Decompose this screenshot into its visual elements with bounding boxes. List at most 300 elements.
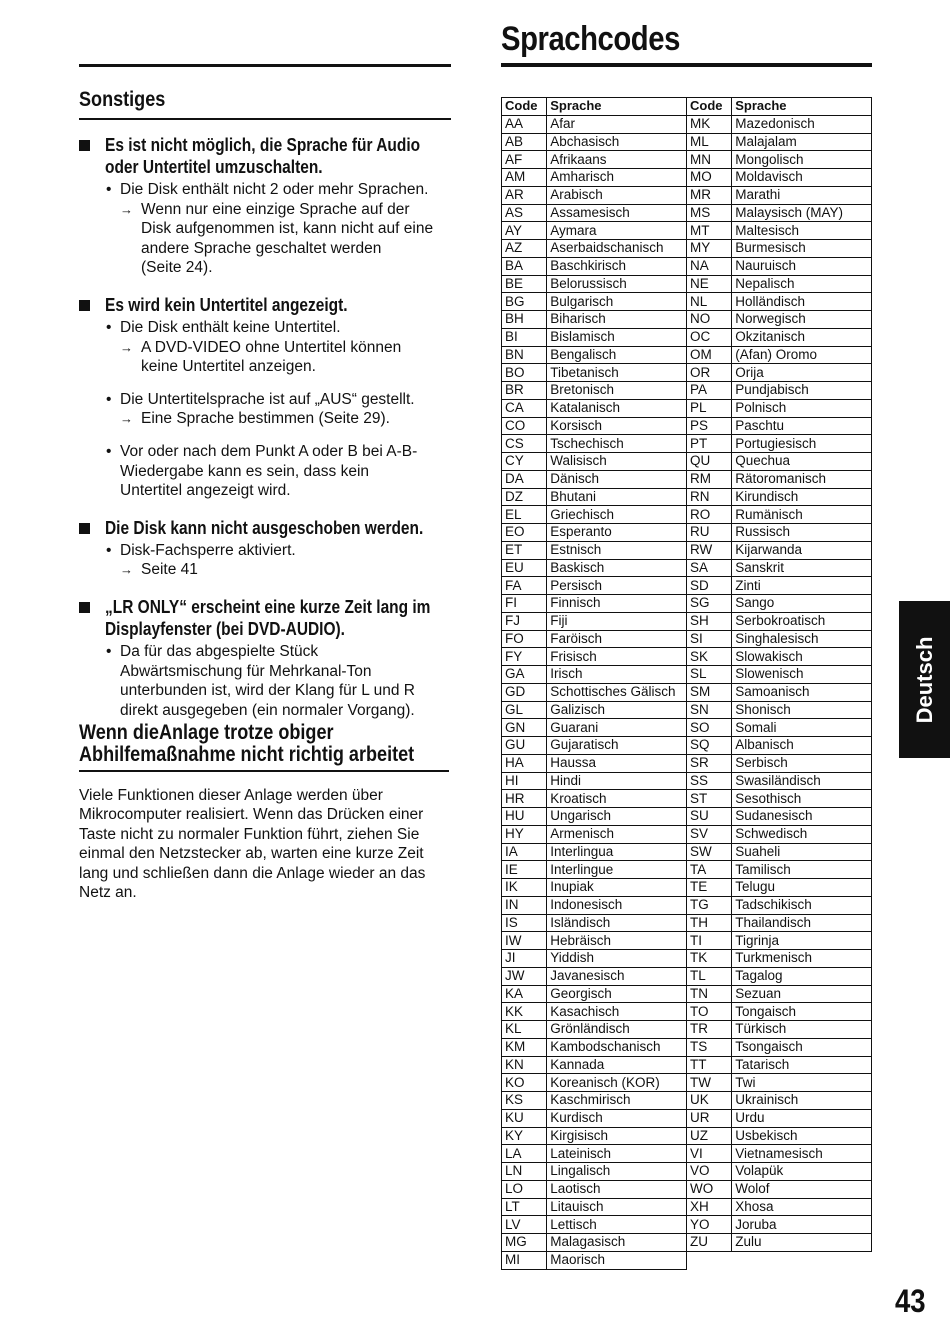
table-row	[687, 683, 872, 701]
language-cell: Russisch	[732, 524, 872, 542]
table-row	[687, 364, 872, 382]
language-cell: Aymara	[547, 222, 687, 240]
table-row	[502, 1163, 687, 1181]
table-row	[502, 967, 687, 985]
square-bullet-icon	[79, 140, 90, 151]
table-row	[502, 506, 687, 524]
language-cell: Interlingua	[547, 843, 687, 861]
bullet-item	[79, 390, 451, 410]
table-row	[687, 861, 872, 879]
code-cell: PS	[687, 417, 732, 435]
language-cell: Tschechisch	[547, 435, 687, 453]
code-cell: ZU	[687, 1234, 732, 1252]
item-heading-line: Es wird kein Untertitel angezeigt.	[105, 294, 348, 315]
code-cell: LV	[502, 1216, 547, 1234]
language-cell: Tatarisch	[732, 1056, 872, 1074]
square-bullet-icon	[79, 602, 90, 613]
code-cell: HA	[502, 754, 547, 772]
table-row	[502, 772, 687, 790]
language-cell: Tigrinja	[732, 932, 872, 950]
table-row	[502, 950, 687, 968]
language-cell: Kaschmirisch	[547, 1092, 687, 1110]
language-cell: Finnisch	[547, 595, 687, 613]
code-cell: CA	[502, 399, 547, 417]
square-bullet-icon	[79, 523, 90, 534]
code-cell: TL	[687, 967, 732, 985]
code-cell: IW	[502, 932, 547, 950]
code-cell: SQ	[687, 737, 732, 755]
table-row	[687, 1092, 872, 1110]
table-row	[687, 257, 872, 275]
table-row	[687, 1109, 872, 1127]
bullet-continuation: Wiedergabe kann es sein, dass kein	[120, 462, 370, 480]
item-heading-text	[105, 294, 450, 316]
table-row	[502, 701, 687, 719]
section2-paragraph: Viele Funktionen dieser Anlage werden über Mikrocomputer realisiert. Wenn das Drücken einer Taste nicht zu normaler Funktion führt, ziehen Sie einmal den Netzstecker ab, warten eine kurze Zeit lang und schließen dann die Anlage wieder an das Netz an.	[79, 787, 426, 902]
code-cell: NL	[687, 293, 732, 311]
table-row	[502, 257, 687, 275]
page-title: Sprachcodes	[501, 20, 680, 58]
table-row	[687, 843, 872, 861]
bullet-text: Da für das abgespielte Stück	[120, 642, 319, 660]
code-cell: FJ	[502, 612, 547, 630]
language-cell: Okzitanisch	[732, 328, 872, 346]
table-row	[502, 1003, 687, 1021]
code-cell: SN	[687, 701, 732, 719]
table-row	[687, 524, 872, 542]
language-cell: Armenisch	[547, 825, 687, 843]
bullet-text: Die Disk enthält keine Untertitel.	[120, 318, 341, 336]
item-heading-text	[105, 596, 450, 640]
language-cell: Swasiländisch	[732, 772, 872, 790]
code-cell: HU	[502, 808, 547, 826]
code-cell: CS	[502, 435, 547, 453]
code-cell: MS	[687, 204, 732, 222]
language-cell: Javanesisch	[547, 967, 687, 985]
language-cell: Maltesisch	[732, 222, 872, 240]
table-row	[502, 630, 687, 648]
language-cell: Ukrainisch	[732, 1092, 872, 1110]
code-cell: TH	[687, 914, 732, 932]
language-cell: Guarani	[547, 719, 687, 737]
language-cell: Suaheli	[732, 843, 872, 861]
code-cell: SD	[687, 577, 732, 595]
language-cell: Assamesisch	[547, 204, 687, 222]
code-cell: VI	[687, 1145, 732, 1163]
item-heading-line: „LR ONLY“ erscheint eine kurze Zeit lang im	[105, 596, 431, 617]
language-cell: Volapük	[732, 1163, 872, 1181]
code-cell: PT	[687, 435, 732, 453]
code-cell: HR	[502, 790, 547, 808]
table-row	[687, 222, 872, 240]
language-cell: Moldavisch	[732, 169, 872, 187]
code-cell: TR	[687, 1021, 732, 1039]
table-row	[502, 914, 687, 932]
arrow-line	[79, 239, 451, 259]
table-row	[502, 985, 687, 1003]
table-row	[687, 666, 872, 684]
section2-rule	[79, 770, 449, 772]
item-heading-line: oder Untertitel umzuschalten.	[105, 157, 323, 177]
arrow-text: Disk aufgenommen ist, kann nicht auf eine	[141, 220, 434, 238]
language-cell: Sesothisch	[732, 790, 872, 808]
language-cell: Tsongaisch	[732, 1038, 872, 1056]
code-cell: SI	[687, 630, 732, 648]
section-rule	[79, 118, 451, 120]
arrow-text: (Seite 24).	[141, 259, 213, 277]
table-row	[687, 169, 872, 187]
section2-title-line-2: Abhilfemaßnahme nicht richtig arbeitet	[79, 743, 415, 766]
code-cell: TT	[687, 1056, 732, 1074]
code-cell: IS	[502, 914, 547, 932]
code-cell: IE	[502, 861, 547, 879]
table-row	[687, 1074, 872, 1092]
code-cell: AM	[502, 169, 547, 187]
language-cell: Kroatisch	[547, 790, 687, 808]
arrow-right-icon: →	[120, 411, 133, 427]
table-row	[687, 1038, 872, 1056]
code-cell: JW	[502, 967, 547, 985]
language-cell: Norwegisch	[732, 311, 872, 329]
language-cell: Baschkirisch	[547, 257, 687, 275]
table-row	[687, 701, 872, 719]
language-code-table-right	[686, 97, 872, 1252]
code-cell: BH	[502, 311, 547, 329]
table-row	[502, 222, 687, 240]
language-cell: Xhosa	[732, 1198, 872, 1216]
arrow-text: Wenn nur eine einzige Sprache auf der	[141, 200, 410, 218]
arrow-line	[79, 200, 451, 220]
code-cell: RM	[687, 470, 732, 488]
language-cell: Quechua	[732, 453, 872, 471]
code-cell: JI	[502, 950, 547, 968]
arrow-text: keine Untertitel anzeigen.	[141, 358, 316, 376]
table-row	[687, 1163, 872, 1181]
code-cell: KS	[502, 1092, 547, 1110]
code-cell: LT	[502, 1198, 547, 1216]
language-cell: Griechisch	[547, 506, 687, 524]
table-row	[502, 1021, 687, 1039]
language-cell: Kirundisch	[732, 488, 872, 506]
code-cell: OC	[687, 328, 732, 346]
bullet-text: Vor oder nach dem Punkt A oder B bei A-B-	[120, 442, 418, 460]
table-row	[687, 328, 872, 346]
arrow-line	[79, 409, 451, 429]
language-cell: Yiddish	[547, 950, 687, 968]
code-cell: SA	[687, 559, 732, 577]
troubleshooting-item	[79, 596, 451, 720]
troubleshooting-section	[79, 88, 451, 720]
item-heading	[79, 517, 451, 539]
code-cell: YO	[687, 1216, 732, 1234]
bullet-continuation: unterbunden ist, wird der Klang für L und R	[120, 682, 415, 700]
code-cell: TW	[687, 1074, 732, 1092]
side-tab-label: Deutsch	[911, 636, 937, 723]
code-cell: KL	[502, 1021, 547, 1039]
header-code: Code	[502, 98, 547, 116]
language-cell: Nauruisch	[732, 257, 872, 275]
item-heading-line: Es ist nicht möglich, die Sprache für Audio	[105, 135, 421, 155]
language-cell: Samoanisch	[732, 683, 872, 701]
code-cell: CY	[502, 453, 547, 471]
language-cell: Polnisch	[732, 399, 872, 417]
bullet-continuation: direkt ausgegeben (ein normaler Vorgang).	[120, 701, 415, 719]
language-cell: Bengalisch	[547, 346, 687, 364]
square-bullet-icon	[79, 300, 90, 311]
code-cell: ML	[687, 133, 732, 151]
code-cell: LO	[502, 1180, 547, 1198]
language-cell: (Afan) Oromo	[732, 346, 872, 364]
code-cell: KM	[502, 1038, 547, 1056]
table-row	[502, 1251, 687, 1269]
item-heading	[79, 294, 451, 316]
language-cell: Tamilisch	[732, 861, 872, 879]
language-side-tab	[899, 601, 950, 758]
code-cell: TA	[687, 861, 732, 879]
section-title: Sonstiges	[79, 88, 166, 111]
language-code-table-left	[501, 97, 687, 1270]
code-cell: MI	[502, 1251, 547, 1269]
code-cell: UZ	[687, 1127, 732, 1145]
bullet-item	[79, 442, 451, 462]
table-row	[502, 169, 687, 187]
table-row	[687, 932, 872, 950]
code-cell: KA	[502, 985, 547, 1003]
language-cell: Paschtu	[732, 417, 872, 435]
table-row	[502, 843, 687, 861]
table-row	[502, 151, 687, 169]
language-cell: Georgisch	[547, 985, 687, 1003]
table-row	[502, 1056, 687, 1074]
bullet-item	[79, 642, 451, 662]
code-cell: TE	[687, 879, 732, 897]
language-cell: Sezuan	[732, 985, 872, 1003]
language-cell: Belorussisch	[547, 275, 687, 293]
language-cell: Koreanisch (KOR)	[547, 1074, 687, 1092]
table-row	[687, 115, 872, 133]
table-row	[502, 1038, 687, 1056]
code-cell: AY	[502, 222, 547, 240]
code-cell: BO	[502, 364, 547, 382]
table-row	[687, 1198, 872, 1216]
table-row	[502, 133, 687, 151]
table-row	[502, 612, 687, 630]
code-cell: ET	[502, 541, 547, 559]
bullet-text: Die Disk enthält nicht 2 oder mehr Sprachen.	[120, 181, 429, 198]
table-row	[687, 950, 872, 968]
code-cell: SM	[687, 683, 732, 701]
language-cell: Grönländisch	[547, 1021, 687, 1039]
table-row	[687, 879, 872, 897]
table-row	[687, 1234, 872, 1252]
code-cell: IK	[502, 879, 547, 897]
table-row	[502, 719, 687, 737]
table-row	[502, 808, 687, 826]
language-cell: Kannada	[547, 1056, 687, 1074]
table-row	[502, 346, 687, 364]
code-cell: ST	[687, 790, 732, 808]
title-rule-left	[79, 64, 451, 67]
bullet-continuation: Untertitel angezeigt wird.	[120, 482, 291, 500]
language-cell: Inupiak	[547, 879, 687, 897]
item-heading-line: Die Disk kann nicht ausgeschoben werden.	[105, 517, 424, 538]
code-cell: EU	[502, 559, 547, 577]
code-cell: BN	[502, 346, 547, 364]
arrow-right-icon: →	[120, 562, 133, 578]
language-cell: Gujaratisch	[547, 737, 687, 755]
language-cell: Fiji	[547, 612, 687, 630]
code-cell: BE	[502, 275, 547, 293]
code-cell: SO	[687, 719, 732, 737]
table-row	[502, 293, 687, 311]
language-cell: Wolof	[732, 1180, 872, 1198]
language-cell: Pundjabisch	[732, 382, 872, 400]
table-row	[502, 1198, 687, 1216]
table-row	[502, 115, 687, 133]
language-cell: Baskisch	[547, 559, 687, 577]
section2-title-line-1: Wenn dieAnlage trotze obiger	[79, 721, 334, 744]
table-row	[687, 151, 872, 169]
language-cell: Marathi	[732, 186, 872, 204]
arrow-right-icon: →	[120, 201, 133, 217]
language-cell: Orija	[732, 364, 872, 382]
code-cell: TI	[687, 932, 732, 950]
code-cell: KY	[502, 1127, 547, 1145]
language-cell: Malagasisch	[547, 1234, 687, 1252]
table-row	[502, 435, 687, 453]
language-cell: Walisisch	[547, 453, 687, 471]
bullet-continuation: Abwärtsmischung für Mehrkanal-Ton	[120, 662, 372, 680]
code-cell: AF	[502, 151, 547, 169]
code-cell: RW	[687, 541, 732, 559]
table-row	[502, 1145, 687, 1163]
code-cell: HY	[502, 825, 547, 843]
table-row	[687, 612, 872, 630]
language-cell: Türkisch	[732, 1021, 872, 1039]
table-row	[502, 896, 687, 914]
code-cell: XH	[687, 1198, 732, 1216]
language-cell: Usbekisch	[732, 1127, 872, 1145]
code-cell: VO	[687, 1163, 732, 1181]
language-cell: Abchasisch	[547, 133, 687, 151]
language-cell: Albanisch	[732, 737, 872, 755]
code-cell: BR	[502, 382, 547, 400]
code-cell: SH	[687, 612, 732, 630]
code-cell: SG	[687, 595, 732, 613]
table-row	[502, 648, 687, 666]
code-cell: RU	[687, 524, 732, 542]
language-cell: Hebräisch	[547, 932, 687, 950]
code-cell: RN	[687, 488, 732, 506]
table-row	[687, 577, 872, 595]
table-row	[502, 417, 687, 435]
table-row	[502, 382, 687, 400]
arrow-text: Seite 41	[141, 561, 198, 579]
table-row	[502, 311, 687, 329]
table-row	[687, 1127, 872, 1145]
table-row	[502, 1180, 687, 1198]
language-cell: Estnisch	[547, 541, 687, 559]
language-cell: Lateinisch	[547, 1145, 687, 1163]
code-cell: CO	[502, 417, 547, 435]
language-cell: Sudanesisch	[732, 808, 872, 826]
language-cell: Zinti	[732, 577, 872, 595]
arrow-text: andere Sprache geschaltet werden	[141, 239, 382, 257]
table-row	[687, 382, 872, 400]
table-row	[502, 595, 687, 613]
code-cell: BI	[502, 328, 547, 346]
table-row	[687, 648, 872, 666]
language-cell: Faröisch	[547, 630, 687, 648]
code-cell: FA	[502, 577, 547, 595]
language-cell: Bislamisch	[547, 328, 687, 346]
bullet-text: Die Untertitelsprache ist auf „AUS“ gestellt.	[120, 390, 415, 408]
table-row	[502, 240, 687, 258]
troubleshooting-item	[79, 517, 451, 580]
code-cell: FY	[502, 648, 547, 666]
table-row	[502, 577, 687, 595]
bullet-dot-icon: •	[106, 390, 112, 408]
table-row	[687, 204, 872, 222]
language-cell: Tibetanisch	[547, 364, 687, 382]
language-cell: Maorisch	[547, 1251, 687, 1269]
code-cell: FO	[502, 630, 547, 648]
item-heading	[79, 596, 451, 640]
table-row	[687, 1003, 872, 1021]
bullet-item	[79, 318, 451, 338]
code-cell: GA	[502, 666, 547, 684]
language-cell: Schwedisch	[732, 825, 872, 843]
header-language: Sprache	[547, 98, 687, 116]
table-row	[502, 754, 687, 772]
code-cell: AA	[502, 115, 547, 133]
table-row	[502, 364, 687, 382]
code-cell: SR	[687, 754, 732, 772]
table-row	[502, 666, 687, 684]
arrow-text: A DVD-VIDEO ohne Untertitel können	[141, 338, 402, 356]
item-heading-text	[105, 134, 450, 178]
language-cell: Persisch	[547, 577, 687, 595]
language-cell: Amharisch	[547, 169, 687, 187]
language-cell: Rumänisch	[732, 506, 872, 524]
code-cell: BG	[502, 293, 547, 311]
code-cell: OR	[687, 364, 732, 382]
language-cell: Kurdisch	[547, 1109, 687, 1127]
code-cell: TG	[687, 896, 732, 914]
table-row	[502, 204, 687, 222]
language-cell: Aserbaidschanisch	[547, 240, 687, 258]
bullet-item	[79, 180, 451, 200]
language-cell: Malajalam	[732, 133, 872, 151]
language-cell: Schottisches Gälisch	[547, 683, 687, 701]
arrow-right-icon: →	[120, 339, 133, 355]
code-cell: TK	[687, 950, 732, 968]
bullet-dot-icon: •	[106, 181, 112, 198]
code-cell: LA	[502, 1145, 547, 1163]
language-cell: Thailandisch	[732, 914, 872, 932]
language-cell: Tagalog	[732, 967, 872, 985]
code-cell: DA	[502, 470, 547, 488]
code-cell: LN	[502, 1163, 547, 1181]
language-cell: Serbokroatisch	[732, 612, 872, 630]
table-row	[502, 275, 687, 293]
table-row	[687, 825, 872, 843]
language-cell: Frisisch	[547, 648, 687, 666]
header-language: Sprache	[732, 98, 872, 116]
code-cell: TN	[687, 985, 732, 1003]
code-cell: MR	[687, 186, 732, 204]
code-cell: MO	[687, 169, 732, 187]
